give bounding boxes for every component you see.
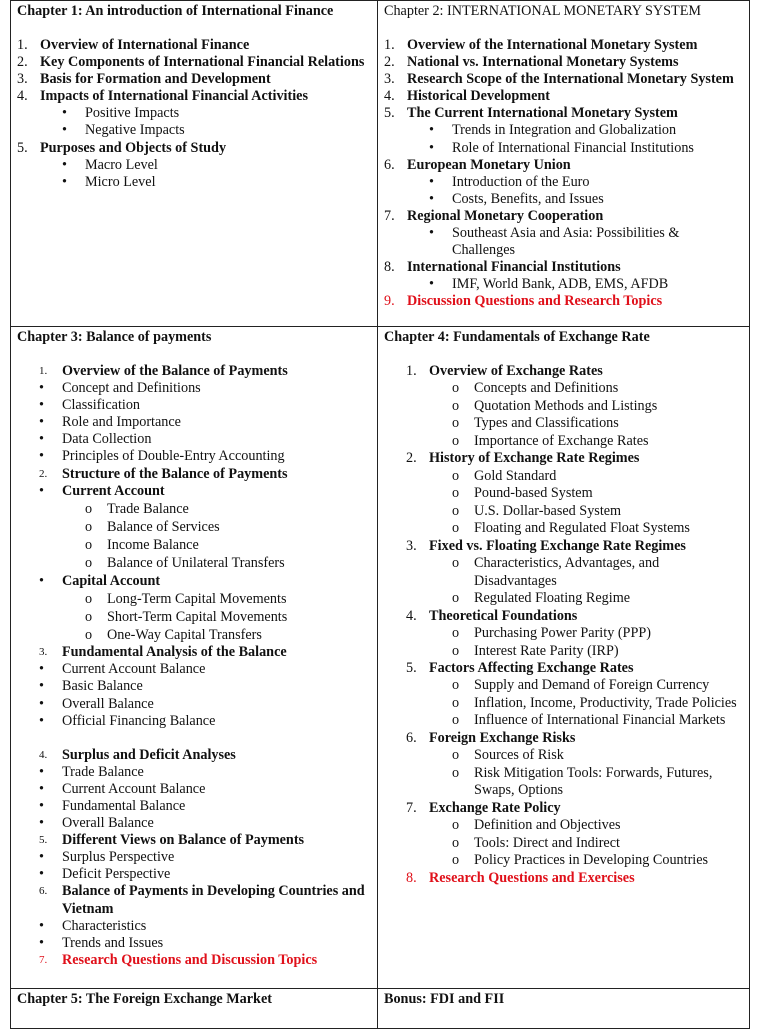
list-marker: • (39, 763, 44, 780)
numbered-item (384, 660, 743, 677)
list-item-text: Quotation Methods and Listings (474, 397, 658, 414)
list-item-text: The Current International Monetary System (407, 105, 678, 122)
list-item-text: Trends and Issues (62, 934, 164, 951)
chapter-1-list (17, 37, 371, 191)
sub-bullet-item (17, 518, 371, 536)
numbered-item (384, 800, 743, 817)
bonus-title: Bonus: FDI and FII (384, 991, 505, 1007)
list-marker: 3. (39, 646, 48, 659)
chapter-4-list (384, 363, 743, 887)
bullet-item (17, 678, 371, 695)
bullet-item (384, 140, 743, 157)
list-marker: • (39, 572, 44, 589)
chapter-4-cell (378, 327, 750, 989)
list-marker: 5. (384, 105, 395, 122)
numbered-item (17, 952, 371, 969)
list-item-text: Historical Development (407, 88, 551, 105)
list-marker: • (39, 695, 44, 712)
list-marker: • (39, 712, 44, 729)
list-item-text: Regional Monetary Cooperation (407, 207, 604, 224)
list-item-text: Characteristics, Advantages, and Disadvantages (474, 555, 660, 589)
list-item-text: History of Exchange Rate Regimes (429, 450, 640, 467)
list-marker: 2. (406, 450, 417, 467)
chapter-5-cell (11, 989, 378, 1029)
chapter-3-list (17, 363, 371, 969)
list-item-text: Interest Rate Parity (IRP) (474, 642, 619, 659)
bullet-item (17, 935, 371, 952)
bullet-item (17, 573, 371, 590)
bullet-item (384, 174, 743, 191)
sub-bullet-item (384, 555, 743, 590)
bonus-cell (378, 989, 750, 1029)
chapter-5-title: Chapter 5: The Foreign Exchange Market (17, 991, 272, 1007)
list-marker: o (452, 677, 460, 694)
list-item-text: Research Questions and Exercises (429, 869, 635, 886)
list-item-text: Trade Balance (107, 500, 189, 517)
list-marker: • (39, 849, 44, 866)
list-marker: • (429, 122, 434, 139)
list-item-text: Research Scope of the International Monetary System (407, 71, 734, 88)
list-marker: o (85, 590, 93, 607)
list-marker: • (39, 661, 44, 678)
list-marker: 9. (384, 293, 395, 310)
sub-bullet-item (384, 817, 743, 835)
list-marker: o (452, 624, 460, 641)
list-marker: 3. (384, 71, 395, 88)
list-item-text: Positive Impacts (85, 105, 180, 122)
list-marker: • (39, 414, 44, 431)
list-marker: 4. (17, 88, 28, 105)
sub-bullet-item (384, 712, 743, 730)
list-marker: o (452, 747, 460, 764)
numbered-item (17, 644, 371, 661)
bullet-item (17, 122, 371, 139)
list-item-text: Data Collection (62, 431, 152, 448)
list-item-text: Importance of Exchange Rates (474, 432, 649, 449)
list-marker: o (452, 816, 460, 833)
list-item-text: Role and Importance (62, 414, 181, 431)
list-marker: o (452, 520, 460, 537)
bullet-item (384, 276, 743, 293)
list-item-text: Fundamental Analysis of the Balance (62, 644, 287, 661)
list-marker: o (452, 485, 460, 502)
list-item-text: Theoretical Foundations (429, 607, 578, 624)
list-marker: • (429, 173, 434, 190)
sub-bullet-item (384, 590, 743, 608)
sub-bullet-item (384, 503, 743, 521)
chapter-2-title: Chapter 2: INTERNATIONAL MONETARY SYSTEM (384, 3, 702, 19)
list-item-text: Purposes and Objects of Study (40, 139, 227, 156)
list-marker: 4. (406, 607, 417, 624)
list-item-text: Definition and Objectives (474, 816, 621, 833)
chapter-1-title: Chapter 1: An introduction of International Finance (17, 3, 334, 19)
list-marker: 8. (406, 869, 417, 886)
list-marker: o (452, 467, 460, 484)
numbered-item (17, 140, 371, 157)
list-marker: 6. (39, 885, 48, 898)
sub-bullet-item (384, 677, 743, 695)
list-item-text: Current Account Balance (62, 661, 206, 678)
list-marker: • (39, 678, 44, 695)
syllabus-table (10, 0, 750, 1029)
list-marker: o (85, 537, 93, 554)
numbered-item (384, 71, 743, 88)
list-item-text: Purchasing Power Parity (PPP) (474, 624, 651, 641)
bullet-item (17, 174, 371, 191)
sub-bullet-item (384, 695, 743, 713)
list-marker: o (85, 500, 93, 517)
list-item-text: Research Questions and Discussion Topics (62, 951, 318, 968)
list-item-text: Income Balance (107, 537, 199, 554)
numbered-item (17, 54, 371, 71)
bullet-item (17, 380, 371, 397)
list-item-text: One-Way Capital Transfers (107, 627, 262, 644)
bullet-item (17, 414, 371, 431)
list-item-text: Sources of Risk (474, 747, 564, 764)
list-item-text: Pound-based System (474, 485, 593, 502)
list-marker: 6. (406, 729, 417, 746)
numbered-item (384, 208, 743, 225)
list-item-text: Overview of Exchange Rates (429, 363, 603, 379)
list-marker: 6. (384, 156, 395, 173)
list-item-text: Basic Balance (62, 678, 143, 695)
list-marker: o (85, 518, 93, 535)
list-marker: • (39, 482, 44, 499)
bullet-item (17, 713, 371, 730)
list-marker: o (452, 397, 460, 414)
list-item-text: Regulated Floating Regime (474, 590, 631, 607)
list-marker: • (62, 122, 67, 139)
numbered-item (17, 88, 371, 105)
bullet-item (17, 781, 371, 798)
list-item-text: Official Financing Balance (62, 712, 216, 729)
list-item-text: Trends in Integration and Globalization (452, 122, 677, 139)
bullet-item (384, 122, 743, 139)
list-item-text: Balance of Payments in Developing Countries and Vietnam (62, 883, 365, 917)
list-marker: o (452, 380, 460, 397)
bullet-item (17, 448, 371, 465)
list-marker: 3. (406, 537, 417, 554)
bullet-item (17, 815, 371, 832)
numbered-item (17, 37, 371, 54)
sub-bullet-item (17, 608, 371, 626)
chapter-4-title: Chapter 4: Fundamentals of Exchange Rate (384, 329, 650, 345)
list-item-text: Current Account Balance (62, 780, 206, 797)
sub-bullet-item (384, 625, 743, 643)
list-marker: 8. (384, 259, 395, 276)
list-marker: o (452, 555, 460, 572)
list-marker: o (452, 590, 460, 607)
list-item-text: Fixed vs. Floating Exchange Rate Regimes (429, 537, 686, 554)
bullet-item (384, 225, 743, 259)
list-marker: • (429, 225, 434, 242)
list-marker: • (39, 815, 44, 832)
list-item-text: Southeast Asia and Asia: Possibilities & Challenges (452, 225, 680, 259)
bullet-item (17, 431, 371, 448)
list-item-text: Macro Level (85, 156, 158, 173)
list-item-text: Principles of Double-Entry Accounting (62, 448, 285, 465)
list-item-text: Overview of the Balance of Payments (62, 363, 288, 379)
list-item-text: International Financial Institutions (407, 259, 621, 276)
list-marker: • (39, 397, 44, 414)
list-item-text: Floating and Regulated Float Systems (474, 520, 690, 537)
bullet-item (17, 105, 371, 122)
bullet-item (384, 191, 743, 208)
spacer (17, 730, 371, 747)
chapter-3-title: Chapter 3: Balance of payments (17, 329, 212, 345)
list-item-text: Concept and Definitions (62, 380, 201, 397)
chapter-2-list (384, 37, 743, 311)
chapter-1-cell (11, 1, 378, 327)
list-item-text: Types and Classifications (474, 415, 619, 432)
list-marker: • (62, 105, 67, 122)
list-item-text: Structure of the Balance of Payments (62, 465, 288, 482)
numbered-item (384, 363, 743, 380)
list-item-text: National vs. International Monetary Systems (407, 54, 679, 71)
list-marker: 2. (17, 54, 28, 71)
list-item-text: Costs, Benefits, and Issues (452, 190, 604, 207)
list-marker: • (39, 780, 44, 797)
list-marker: • (62, 173, 67, 190)
bullet-item (17, 918, 371, 935)
sub-bullet-item (384, 468, 743, 486)
numbered-item (384, 293, 743, 310)
list-item-text: Key Components of International Financial Relations (40, 54, 365, 71)
sub-bullet-item (384, 835, 743, 853)
list-marker: • (39, 798, 44, 815)
list-marker: o (85, 627, 93, 644)
list-item-text: Characteristics (62, 917, 147, 934)
list-item-text: Basis for Formation and Development (40, 71, 271, 88)
numbered-item (17, 832, 371, 849)
list-item-text: U.S. Dollar-based System (474, 502, 622, 519)
list-item-text: Discussion Questions and Research Topics (407, 293, 663, 310)
list-item-text: IMF, World Bank, ADB, EMS, AFDB (452, 276, 669, 293)
list-marker: 5. (39, 834, 48, 847)
list-item-text: Trade Balance (62, 763, 144, 780)
list-marker: • (429, 276, 434, 293)
list-marker: 7. (39, 953, 48, 966)
list-item-text: Negative Impacts (85, 122, 185, 139)
sub-bullet-item (17, 536, 371, 554)
list-item-text: Role of International Financial Institutions (452, 139, 694, 156)
list-marker: 1. (17, 37, 28, 53)
numbered-item (384, 54, 743, 71)
numbered-item (384, 259, 743, 276)
list-marker: o (85, 555, 93, 572)
list-marker: o (452, 852, 460, 869)
list-marker: • (429, 139, 434, 156)
chapter-3-cell (11, 327, 378, 989)
numbered-item (384, 608, 743, 625)
list-item-text: Overall Balance (62, 695, 154, 712)
numbered-item (384, 870, 743, 887)
list-marker: • (429, 190, 434, 207)
list-item-text: Fundamental Balance (62, 798, 186, 815)
sub-bullet-item (17, 590, 371, 608)
list-marker: o (452, 415, 460, 432)
numbered-item (384, 157, 743, 174)
list-item-text: Balance of Unilateral Transfers (107, 555, 285, 572)
list-marker: o (452, 502, 460, 519)
list-marker: • (39, 866, 44, 883)
list-item-text: Classification (62, 397, 141, 414)
numbered-item (384, 88, 743, 105)
numbered-item (384, 37, 743, 54)
list-item-text: Policy Practices in Developing Countries (474, 852, 709, 869)
list-item-text: Impacts of International Financial Activities (40, 88, 308, 105)
list-item-text: Factors Affecting Exchange Rates (429, 660, 634, 677)
sub-bullet-item (384, 433, 743, 451)
list-item-text: Long-Term Capital Movements (107, 590, 287, 607)
list-marker: • (62, 156, 67, 173)
list-item-text: Overall Balance (62, 815, 154, 832)
list-item-text: Concepts and Definitions (474, 380, 619, 397)
list-item-text: Introduction of the Euro (452, 173, 590, 190)
bullet-item (17, 849, 371, 866)
list-item-text: Tools: Direct and Indirect (474, 834, 620, 851)
list-item-text: Influence of International Financial Markets (474, 712, 726, 729)
list-item-text: Balance of Services (107, 518, 220, 535)
sub-bullet-item (384, 398, 743, 416)
list-item-text: Deficit Perspective (62, 866, 171, 883)
bullet-item (17, 798, 371, 815)
list-marker: 7. (406, 799, 417, 816)
list-marker: 5. (406, 660, 417, 677)
sub-bullet-item (384, 643, 743, 661)
sub-bullet-item (17, 500, 371, 518)
sub-bullet-item (384, 415, 743, 433)
list-item-text: Micro Level (85, 173, 156, 190)
list-item-text: Capital Account (62, 572, 161, 589)
bullet-item (17, 661, 371, 678)
list-marker: 7. (384, 207, 395, 224)
list-item-text: Overview of the International Monetary System (407, 37, 698, 53)
numbered-item (17, 363, 371, 380)
list-marker: • (39, 380, 44, 397)
numbered-item (17, 883, 371, 917)
list-item-text: Exchange Rate Policy (429, 799, 561, 816)
numbered-item (17, 71, 371, 88)
list-item-text: Inflation, Income, Productivity, Trade Policies (474, 694, 737, 711)
list-marker: o (452, 712, 460, 729)
list-item-text: Supply and Demand of Foreign Currency (474, 677, 710, 694)
list-item-text: Current Account (62, 482, 165, 499)
list-marker: 5. (17, 139, 28, 156)
chapter-2-cell (378, 1, 750, 327)
list-item-text: Short-Term Capital Movements (107, 608, 288, 625)
list-marker: • (39, 934, 44, 951)
sub-bullet-item (17, 554, 371, 572)
bullet-item (17, 397, 371, 414)
list-marker: 2. (384, 54, 395, 71)
list-item-text: Surplus and Deficit Analyses (62, 746, 236, 763)
sub-bullet-item (384, 747, 743, 765)
sub-bullet-item (384, 520, 743, 538)
bullet-item (17, 696, 371, 713)
bullet-item (17, 866, 371, 883)
list-marker: o (452, 432, 460, 449)
list-marker: o (85, 608, 93, 625)
bullet-item (17, 483, 371, 500)
list-marker: 4. (39, 748, 48, 761)
numbered-item (17, 466, 371, 483)
bullet-item (17, 764, 371, 781)
list-item-text: European Monetary Union (407, 156, 571, 173)
list-item-text: Foreign Exchange Risks (429, 729, 576, 746)
sub-bullet-item (17, 626, 371, 644)
list-item-text: Overview of International Finance (40, 37, 250, 53)
numbered-item (17, 747, 371, 764)
list-marker: 1. (384, 37, 395, 53)
numbered-item (384, 538, 743, 555)
list-marker: 4. (384, 88, 395, 105)
numbered-item (384, 450, 743, 467)
list-item-text: Surplus Perspective (62, 849, 175, 866)
list-item-text: Risk Mitigation Tools: Forwards, Futures, Swaps, Options (474, 764, 713, 799)
numbered-item (384, 730, 743, 747)
list-marker: • (39, 917, 44, 934)
list-marker: 1. (39, 365, 48, 377)
list-marker: o (452, 764, 460, 781)
list-marker: • (39, 448, 44, 465)
sub-bullet-item (384, 380, 743, 398)
bullet-item (17, 157, 371, 174)
list-marker: o (452, 694, 460, 711)
list-item-text: Gold Standard (474, 467, 557, 484)
list-marker: o (452, 834, 460, 851)
list-marker: 2. (39, 467, 48, 480)
list-marker: 1. (406, 363, 417, 379)
list-marker: o (452, 642, 460, 659)
list-marker: 3. (17, 71, 28, 88)
sub-bullet-item (384, 765, 743, 800)
list-marker: • (39, 431, 44, 448)
numbered-item (384, 105, 743, 122)
list-item-text: Different Views on Balance of Payments (62, 832, 305, 849)
sub-bullet-item (384, 852, 743, 870)
sub-bullet-item (384, 485, 743, 503)
